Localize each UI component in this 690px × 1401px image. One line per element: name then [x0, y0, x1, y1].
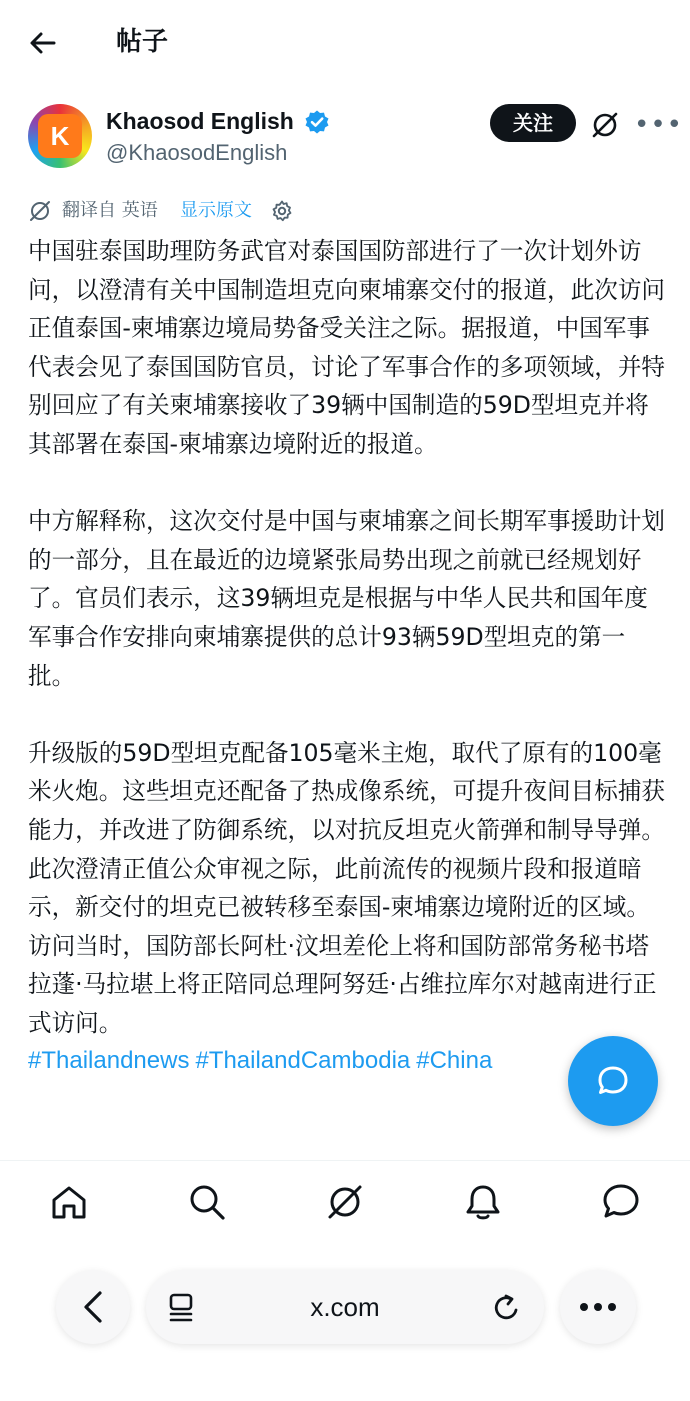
more-options-icon[interactable]: •••: [634, 110, 684, 140]
browser-toolbar: [0, 1246, 690, 1401]
paragraph-spacer: [28, 695, 668, 734]
avatar[interactable]: [28, 104, 92, 168]
follow-button[interactable]: 关注: [490, 104, 576, 142]
hashtag-thailandcambodia[interactable]: #ThailandCambodia: [195, 1047, 411, 1075]
hashtag-thailandnews[interactable]: #Thailandnews: [28, 1047, 190, 1075]
author-handle[interactable]: @KhaosodEnglish: [106, 140, 288, 165]
gear-icon[interactable]: [270, 199, 294, 223]
ellipsis-icon: [578, 1301, 618, 1313]
chat-bubble-icon: [595, 1063, 631, 1099]
back-arrow-icon[interactable]: [28, 28, 58, 58]
floating-message-button[interactable]: [568, 1036, 658, 1126]
avatar-logo: [38, 114, 82, 158]
url-text: x.com: [310, 1292, 380, 1322]
browser-menu-button[interactable]: [560, 1270, 636, 1344]
notifications-bell-icon[interactable]: [462, 1181, 504, 1223]
post-body: [28, 232, 668, 1081]
home-icon[interactable]: [48, 1181, 90, 1223]
post-paragraph-1: 中国驻泰国助理防务武官对泰国国防部进行了一次计划外访问，以澄清有关中国制造坦克向柬埔寨交付的报道，此次访问正值泰国-柬埔寨边境局势备受关注之际。据报道，中国军事代表会见了泰国国防官员，讨论了军事合作的多项领域，并特别回应了有关柬埔寨接收了39辆中国制造的59D型坦克并将其部署在泰国-柬埔寨边境附近的报道。: [28, 237, 666, 458]
grok-nav-icon[interactable]: [324, 1181, 366, 1223]
paragraph-spacer: [28, 464, 668, 503]
page-title: 帖子: [116, 27, 169, 57]
avatar-letter: K: [50, 121, 70, 151]
messages-icon[interactable]: [600, 1181, 642, 1223]
show-original-link[interactable]: 显示原文: [180, 200, 252, 221]
hashtag-china[interactable]: #China: [416, 1047, 493, 1075]
post-paragraph-2: 中方解释称，这次交付是中国与柬埔寨之间长期军事援助计划的一部分，且在最近的边境紧张局势出现之前就已经规划好了。官员们表示，这39辆坦克是根据与中华人民共和国年度军事合作安排向柬埔寨提供的总计93辆59D型坦克的第一批。: [28, 507, 666, 690]
post-paragraph-3: 升级版的59D型坦克配备105毫米主炮，取代了原有的100毫米火炮。这些坦克还配备了热成像系统，可提升夜间目标捕获能力，并改进了防御系统，以对抗反坦克火箭弹和制导导弹。此次澄清正值公众审视之际，此前流传的视频片段和报道暗示，新交付的坦克已被转移至泰国-柬埔寨边境附近的区域。访问当时，国防部长阿杜·汶坦差伦上将和国防部常务秘书塔拉蓬·马拉堪上将正陪同总理阿努廷·占维拉库尔对越南进行正式访问。: [28, 738, 666, 1037]
translated-from-text: 翻译自 英语: [62, 200, 158, 221]
bottom-navigation: [0, 1160, 690, 1247]
search-icon[interactable]: [186, 1181, 228, 1223]
top-bar: [0, 0, 690, 86]
browser-back-button[interactable]: [56, 1270, 130, 1344]
address-bar[interactable]: [146, 1270, 544, 1344]
author-name[interactable]: Khaosod English: [106, 108, 294, 134]
chevron-left-icon: [78, 1290, 108, 1324]
grok-icon[interactable]: [590, 110, 620, 140]
verified-badge-icon: [304, 109, 330, 135]
reload-icon[interactable]: [492, 1292, 522, 1324]
grok-translate-icon: [28, 199, 52, 223]
